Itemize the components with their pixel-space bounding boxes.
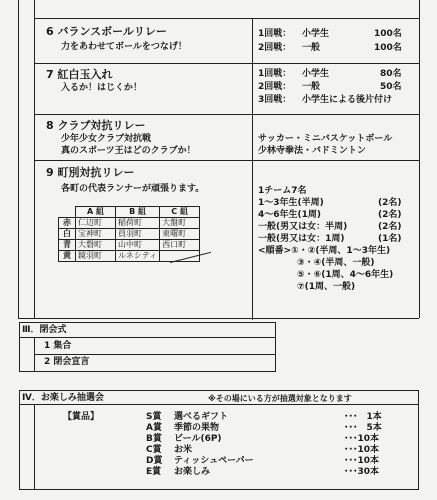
- lottery-note: ※その場にいる方が抽選対象となります: [208, 394, 352, 403]
- team-side: 黄: [59, 251, 76, 262]
- relay-info-4-count: (2名): [378, 222, 402, 232]
- team-side: 青: [59, 240, 76, 251]
- relay-info-1: 1チーム7名: [258, 186, 307, 196]
- closing-item-2: 2 閉会宣言: [44, 357, 90, 367]
- relay-info-3-count: (2名): [378, 210, 402, 220]
- closing-title: Ⅲ．閉会式: [22, 325, 67, 335]
- team-cell: 稲荷町: [116, 218, 160, 229]
- team-side: 白: [59, 229, 76, 240]
- closing-header-divider: [19, 337, 276, 338]
- prize-rank: S賞: [146, 412, 162, 422]
- team-cell: 宝神町: [76, 229, 116, 240]
- team-cell: 員羽町: [116, 229, 160, 240]
- event-6-round-1: 1回戦：: [258, 29, 292, 39]
- prize-item: お米: [174, 445, 193, 455]
- event-7-who-2: 一般: [302, 82, 321, 92]
- lottery-indent-line: [34, 404, 35, 490]
- event-6-count-2: 100名: [374, 43, 402, 53]
- table-inner-left-border: [34, 0, 35, 318]
- relay-info-2-count: (2名): [378, 198, 402, 208]
- event-7-desc: 入るか！はじくか！: [61, 83, 143, 93]
- prize-item: お楽しみ: [174, 467, 211, 477]
- event-8-title: 8 クラブ対抗リレー: [46, 119, 146, 132]
- row-divider: [34, 18, 419, 19]
- team-header-a: A 組: [76, 207, 116, 218]
- event-7-who-1: 小学生: [302, 69, 330, 79]
- prize-qty: ･･･10本: [344, 434, 380, 444]
- table-row: [59, 218, 200, 229]
- prize-item: ティッシュペーパー: [174, 456, 254, 466]
- row-divider: [34, 160, 419, 161]
- event-7-who-3: 小学生による後片付け: [302, 95, 393, 105]
- relay-info-5-count: (1名): [378, 234, 402, 244]
- row-divider: [34, 63, 419, 64]
- event-6-count-1: 100名: [374, 29, 402, 39]
- prize-qty: ･･･ 5本: [344, 423, 382, 433]
- team-cell: 大磐町: [76, 240, 116, 251]
- closing-item-1: 1 集合: [44, 341, 72, 351]
- event-8-clubs-2: 少林寺拳法・バドミントン: [258, 146, 366, 156]
- closing-row-divider: [34, 354, 276, 355]
- team-cell: 西口町: [160, 240, 200, 251]
- relay-info-4: 一般(男又は女：半周): [258, 222, 348, 232]
- event-8-clubs-1: サッカー・ミニバスケットボール: [258, 134, 393, 144]
- event-8-desc-1: 少年少女クラブ対抗戦: [61, 134, 152, 144]
- team-table-header: [59, 207, 200, 218]
- event-7-title: 7 紅白玉入れ: [46, 68, 113, 81]
- team-header-c: C 組: [160, 207, 200, 218]
- event-7-round-3: 3回戦：: [258, 95, 292, 105]
- prize-label: 【賞品】: [63, 412, 100, 422]
- table-right-border: [419, 0, 420, 318]
- relay-order-3: ⑤・⑥(1周、4～6年生): [297, 270, 394, 280]
- lottery-header-divider: [19, 404, 419, 405]
- event-6-title: 6 バランスボールリレー: [46, 25, 167, 38]
- team-cell: 鏡羽町: [76, 251, 116, 262]
- team-table: [58, 206, 200, 262]
- prize-item: 選べるギフト: [174, 412, 229, 422]
- team-cell: 仁辺町: [76, 218, 116, 229]
- event-8-desc-2: 真のスポーツ王はどのクラブか！: [61, 146, 196, 156]
- relay-info-3: 4～6年生(1周): [258, 210, 322, 220]
- team-side: 赤: [59, 218, 76, 229]
- team-cell: 大盤町: [160, 218, 200, 229]
- table-row: [59, 240, 200, 251]
- prize-rank: E賞: [146, 467, 162, 477]
- event-6-who-1: 小学生: [302, 29, 330, 39]
- prize-item: 季節の果物: [174, 423, 220, 433]
- row-divider: [34, 114, 419, 115]
- relay-info-5: 一般(男又は女：1周): [258, 234, 345, 244]
- prize-rank: C賞: [146, 445, 162, 455]
- event-6-desc: 力をあわせてボールをつなげ！: [61, 42, 187, 52]
- table-row: [59, 229, 200, 240]
- event-6-round-2: 2回戦：: [258, 43, 292, 53]
- relay-info-2: 1～3年生(半周): [258, 198, 324, 208]
- prize-qty: ･･･ 1本: [344, 412, 382, 422]
- relay-order-1: <順番>①・②(半周、1～3年生): [258, 246, 391, 256]
- event-7-round-1: 1回戦：: [258, 69, 292, 79]
- event-7-count-1: 80名: [380, 69, 402, 79]
- team-header-b: B 組: [116, 207, 160, 218]
- prize-rank: B賞: [146, 434, 162, 444]
- team-cell: 山中町: [116, 240, 160, 251]
- table-bottom-border: [18, 318, 419, 319]
- prize-qty: ･･･30本: [344, 467, 380, 477]
- prize-item: ビール(6P): [174, 434, 222, 444]
- table-left-border: [18, 0, 19, 318]
- prize-qty: ･･･10本: [344, 445, 380, 455]
- event-7-round-2: 2回戦：: [258, 82, 292, 92]
- team-cell: ルネシティ: [116, 251, 160, 262]
- event-7-count-2: 50名: [380, 82, 402, 92]
- relay-order-4: ⑦(1周、一般): [297, 282, 356, 292]
- relay-order-2: ③・④(半周、一般): [297, 258, 375, 268]
- event-6-who-2: 一般: [302, 43, 321, 53]
- event-9-desc: 各町の代表ランナーが頑張ります。: [61, 184, 205, 194]
- prize-rank: A賞: [146, 423, 162, 433]
- event-9-title: 9 町別対抗リレー: [46, 166, 135, 179]
- lottery-title: Ⅳ．お楽しみ抽選会: [22, 393, 104, 403]
- team-cell: 東曙町: [160, 229, 200, 240]
- prize-qty: ･･･10本: [344, 456, 380, 466]
- prize-rank: D賞: [146, 456, 163, 466]
